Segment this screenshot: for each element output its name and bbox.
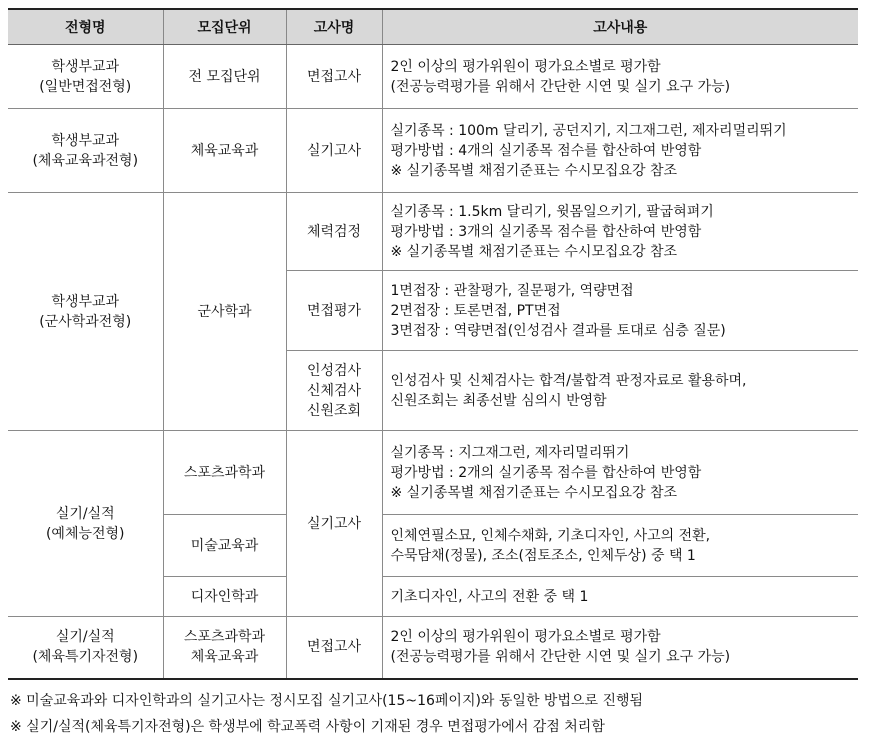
recruit-unit-cell: 체육교육과 bbox=[163, 109, 286, 193]
exam-name-cell: 실기고사 bbox=[286, 109, 382, 193]
exam-name-cell: 면접평가 bbox=[286, 271, 382, 351]
header-exam-content: 고사내용 bbox=[382, 9, 858, 45]
admission-type-cell: 학생부교과 (일반면접전형) bbox=[8, 45, 163, 109]
table-row bbox=[8, 617, 858, 679]
footnotes bbox=[8, 688, 858, 740]
table-row bbox=[8, 109, 858, 193]
exam-name-cell: 면접고사 bbox=[286, 617, 382, 679]
admission-type-cell: 실기/실적 (체육특기자전형) bbox=[8, 617, 163, 679]
exam-table bbox=[8, 8, 858, 680]
exam-content-cell: 2인 이상의 평가위원이 평가요소별로 평가함 (전공능력평가를 위해서 간단한 시연 및 실기 요구 가능) bbox=[382, 617, 858, 679]
exam-name-cell: 실기고사 bbox=[286, 431, 382, 617]
admission-type-cell: 학생부교과 (군사학과전형) bbox=[8, 193, 163, 431]
table-row bbox=[8, 45, 858, 109]
admission-type-cell: 실기/실적 (예체능전형) bbox=[8, 431, 163, 617]
exam-name-cell: 인성검사 신체검사 신원조회 bbox=[286, 351, 382, 431]
footnote: ※ 미술교육과와 디자인학과의 실기고사는 정시모집 실기고사(15~16페이지)와 동일한 방법으로 진행됨 bbox=[10, 692, 644, 709]
exam-name-cell: 체력검정 bbox=[286, 193, 382, 271]
exam-content-cell: 1면접장 : 관찰평가, 질문평가, 역량면접 2면접장 : 토론면접, PT면접 3면접장 : 역량면접(인성검사 결과를 토대로 심층 질문) bbox=[382, 271, 858, 351]
header-recruit-unit: 모집단위 bbox=[163, 9, 286, 45]
exam-content-cell: 실기종목 : 지그재그런, 제자리멀리뛰기 평가방법 : 2개의 실기종목 점수를 합산하여 반영함 ※ 실기종목별 채점기준표는 수시모집요강 참조 bbox=[382, 431, 858, 515]
header-admission-type: 전형명 bbox=[8, 9, 163, 45]
exam-content-cell: 기초디자인, 사고의 전환 중 택 1 bbox=[382, 577, 858, 617]
recruit-unit-cell: 미술교육과 bbox=[163, 515, 286, 577]
table-header-row bbox=[8, 9, 858, 45]
footnote: ※ 실기/실적(체육특기자전형)은 학생부에 학교폭력 사항이 기재된 경우 면접평가에서 감점 처리함 bbox=[10, 718, 605, 735]
table-row bbox=[8, 193, 858, 271]
exam-content-cell: 2인 이상의 평가위원이 평가요소별로 평가함 (전공능력평가를 위해서 간단한 시연 및 실기 요구 가능) bbox=[382, 45, 858, 109]
recruit-unit-cell: 전 모집단위 bbox=[163, 45, 286, 109]
recruit-unit-cell: 스포츠과학과 bbox=[163, 431, 286, 515]
table-row bbox=[8, 431, 858, 515]
header-exam-name: 고사명 bbox=[286, 9, 382, 45]
recruit-unit-cell: 스포츠과학과 체육교육과 bbox=[163, 617, 286, 679]
admission-type-cell: 학생부교과 (체육교육과전형) bbox=[8, 109, 163, 193]
exam-content-cell: 인체연필소묘, 인체수채화, 기초디자인, 사고의 전환, 수묵담채(정물), 조소(점토조소, 인체두상) 중 택 1 bbox=[382, 515, 858, 577]
exam-content-cell: 실기종목 : 100m 달리기, 공던지기, 지그재그런, 제자리멀리뛰기 평가방법 : 4개의 실기종목 점수를 합산하여 반영함 ※ 실기종목별 채점기준표는 수시모집요강 참조 bbox=[382, 109, 858, 193]
exam-name-cell: 면접고사 bbox=[286, 45, 382, 109]
exam-content-cell: 실기종목 : 1.5km 달리기, 윗몸일으키기, 팔굽혀펴기 평가방법 : 3개의 실기종목 점수를 합산하여 반영함 ※ 실기종목별 채점기준표는 수시모집요강 참조 bbox=[382, 193, 858, 271]
exam-content-cell: 인성검사 및 신체검사는 합격/불합격 판정자료로 활용하며, 신원조회는 최종선발 심의시 반영함 bbox=[382, 351, 858, 431]
recruit-unit-cell: 디자인학과 bbox=[163, 577, 286, 617]
recruit-unit-cell: 군사학과 bbox=[163, 193, 286, 431]
admission-exam-table-section bbox=[8, 8, 858, 740]
